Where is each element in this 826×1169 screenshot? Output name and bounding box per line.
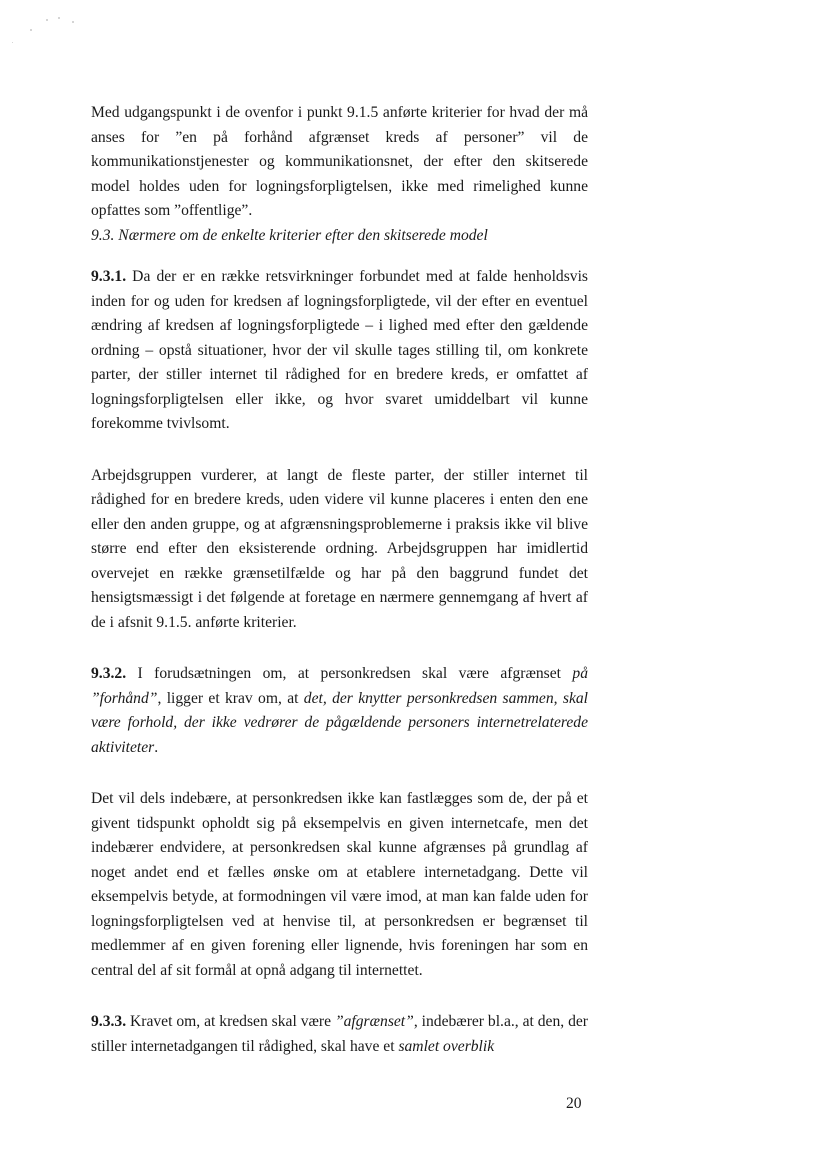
section-number: 9.3.3. — [91, 1013, 127, 1030]
section-text: Da der er en række retsvirkninger forbundet med at falde henholdsvis inden for og uden for kredsen af logningsforpligtede, vil der efter en eventuel ændring af kredsen af logningsforpligtede – i lighed med efter den gældende ordning – opstå situationer, hvor der vil skulle tages stilling til, om konkrete parter, der stiller internet til rådighed for en bredere kreds, er omfattet af logningsforpligtelsen eller ikke, og hvor svaret umiddelbart vil kunne forekomme tvivlsomt. — [91, 268, 588, 432]
section-text: , ligger et krav om, at — [157, 689, 304, 707]
section-9-3-2 — [91, 662, 588, 760]
intro-paragraph: Med udgangspunkt i de ovenfor i punkt 9.1.5 anførte kriterier for hvad der må anses for ”en på forhånd afgrænset kreds af personer” vil de kommunikationstjenester og kommunikationsnet, der efter den skitserede model holdes uden for logningsforpligtelsen, ikke med rimelighed kunne opfattes som ”offentlige”. — [91, 104, 588, 219]
implication-paragraph: Det vil dels indebære, at personkredsen ikke kan fastlægges som de, der på et givent tidspunkt opholdt sig på eksempelvis en given internetcafe, men det indebærer endvidere, at personkredsen skal kunne afgrænses på grundlag af noget andet end et fælles ønske om at etablere internetadgang. Dette vil eksempelvis betyde, at formodningen vil være imod, at man kan falde uden for logningsforpligtelsen ved at henvise til, at personkredsen er begrænset til medlemmer af en given forening eller lignende, hvis foreningen har som en central del af sit formål at opnå adgang til internettet. — [91, 790, 588, 979]
section-text: , indebærer bl.a., at den, der stiller internetadgangen til rådighed, skal have et — [91, 1013, 588, 1055]
section-heading: 9.3. Nærmere om de enkelte kriterier efter den skitserede model — [91, 226, 488, 244]
section-text: I forudsætningen om, at personkredsen skal være afgrænset — [126, 665, 573, 682]
emphasis-text: det, der knytter personkredsen sammen, skal være forhold, der ikke vedrører de pågældende personers internetrelaterede aktiviteter — [91, 689, 589, 756]
working-group-paragraph: Arbejdsgruppen vurderer, at langt de fleste parter, der stiller internet til rådighed for en bredere kreds, uden videre vil kunne placeres i enten den ene eller den anden gruppe, og at afgrænsningsproblemerne i praksis ikke vil blive større end efter den eksisterende ordning. Arbejdsgruppen har imidlertid overvejet en række grænsetilfælde og har på den baggrund fundet det hensigtsmæssigt i det følgende at foretage en nærmere gennemgang af hvert af de i afsnit 9.1.5. anførte kriterier. — [91, 466, 588, 631]
page-number: 20 — [566, 1095, 582, 1112]
section-9-3-3 — [91, 1010, 588, 1059]
section-text: Kravet om, at kredsen skal være — [126, 1013, 335, 1030]
emphasis-text: på ”forhånd” — [91, 665, 588, 707]
scan-artifacts — [0, 0, 826, 60]
document-page — [91, 101, 588, 1059]
section-text: . — [154, 738, 159, 756]
emphasis-text: ”afgrænset” — [334, 1013, 414, 1030]
section-9-3-1 — [91, 265, 588, 437]
emphasis-text: samlet overblik — [398, 1037, 495, 1055]
section-number: 9.3.2. — [91, 665, 127, 682]
section-number: 9.3.1. — [91, 268, 127, 285]
